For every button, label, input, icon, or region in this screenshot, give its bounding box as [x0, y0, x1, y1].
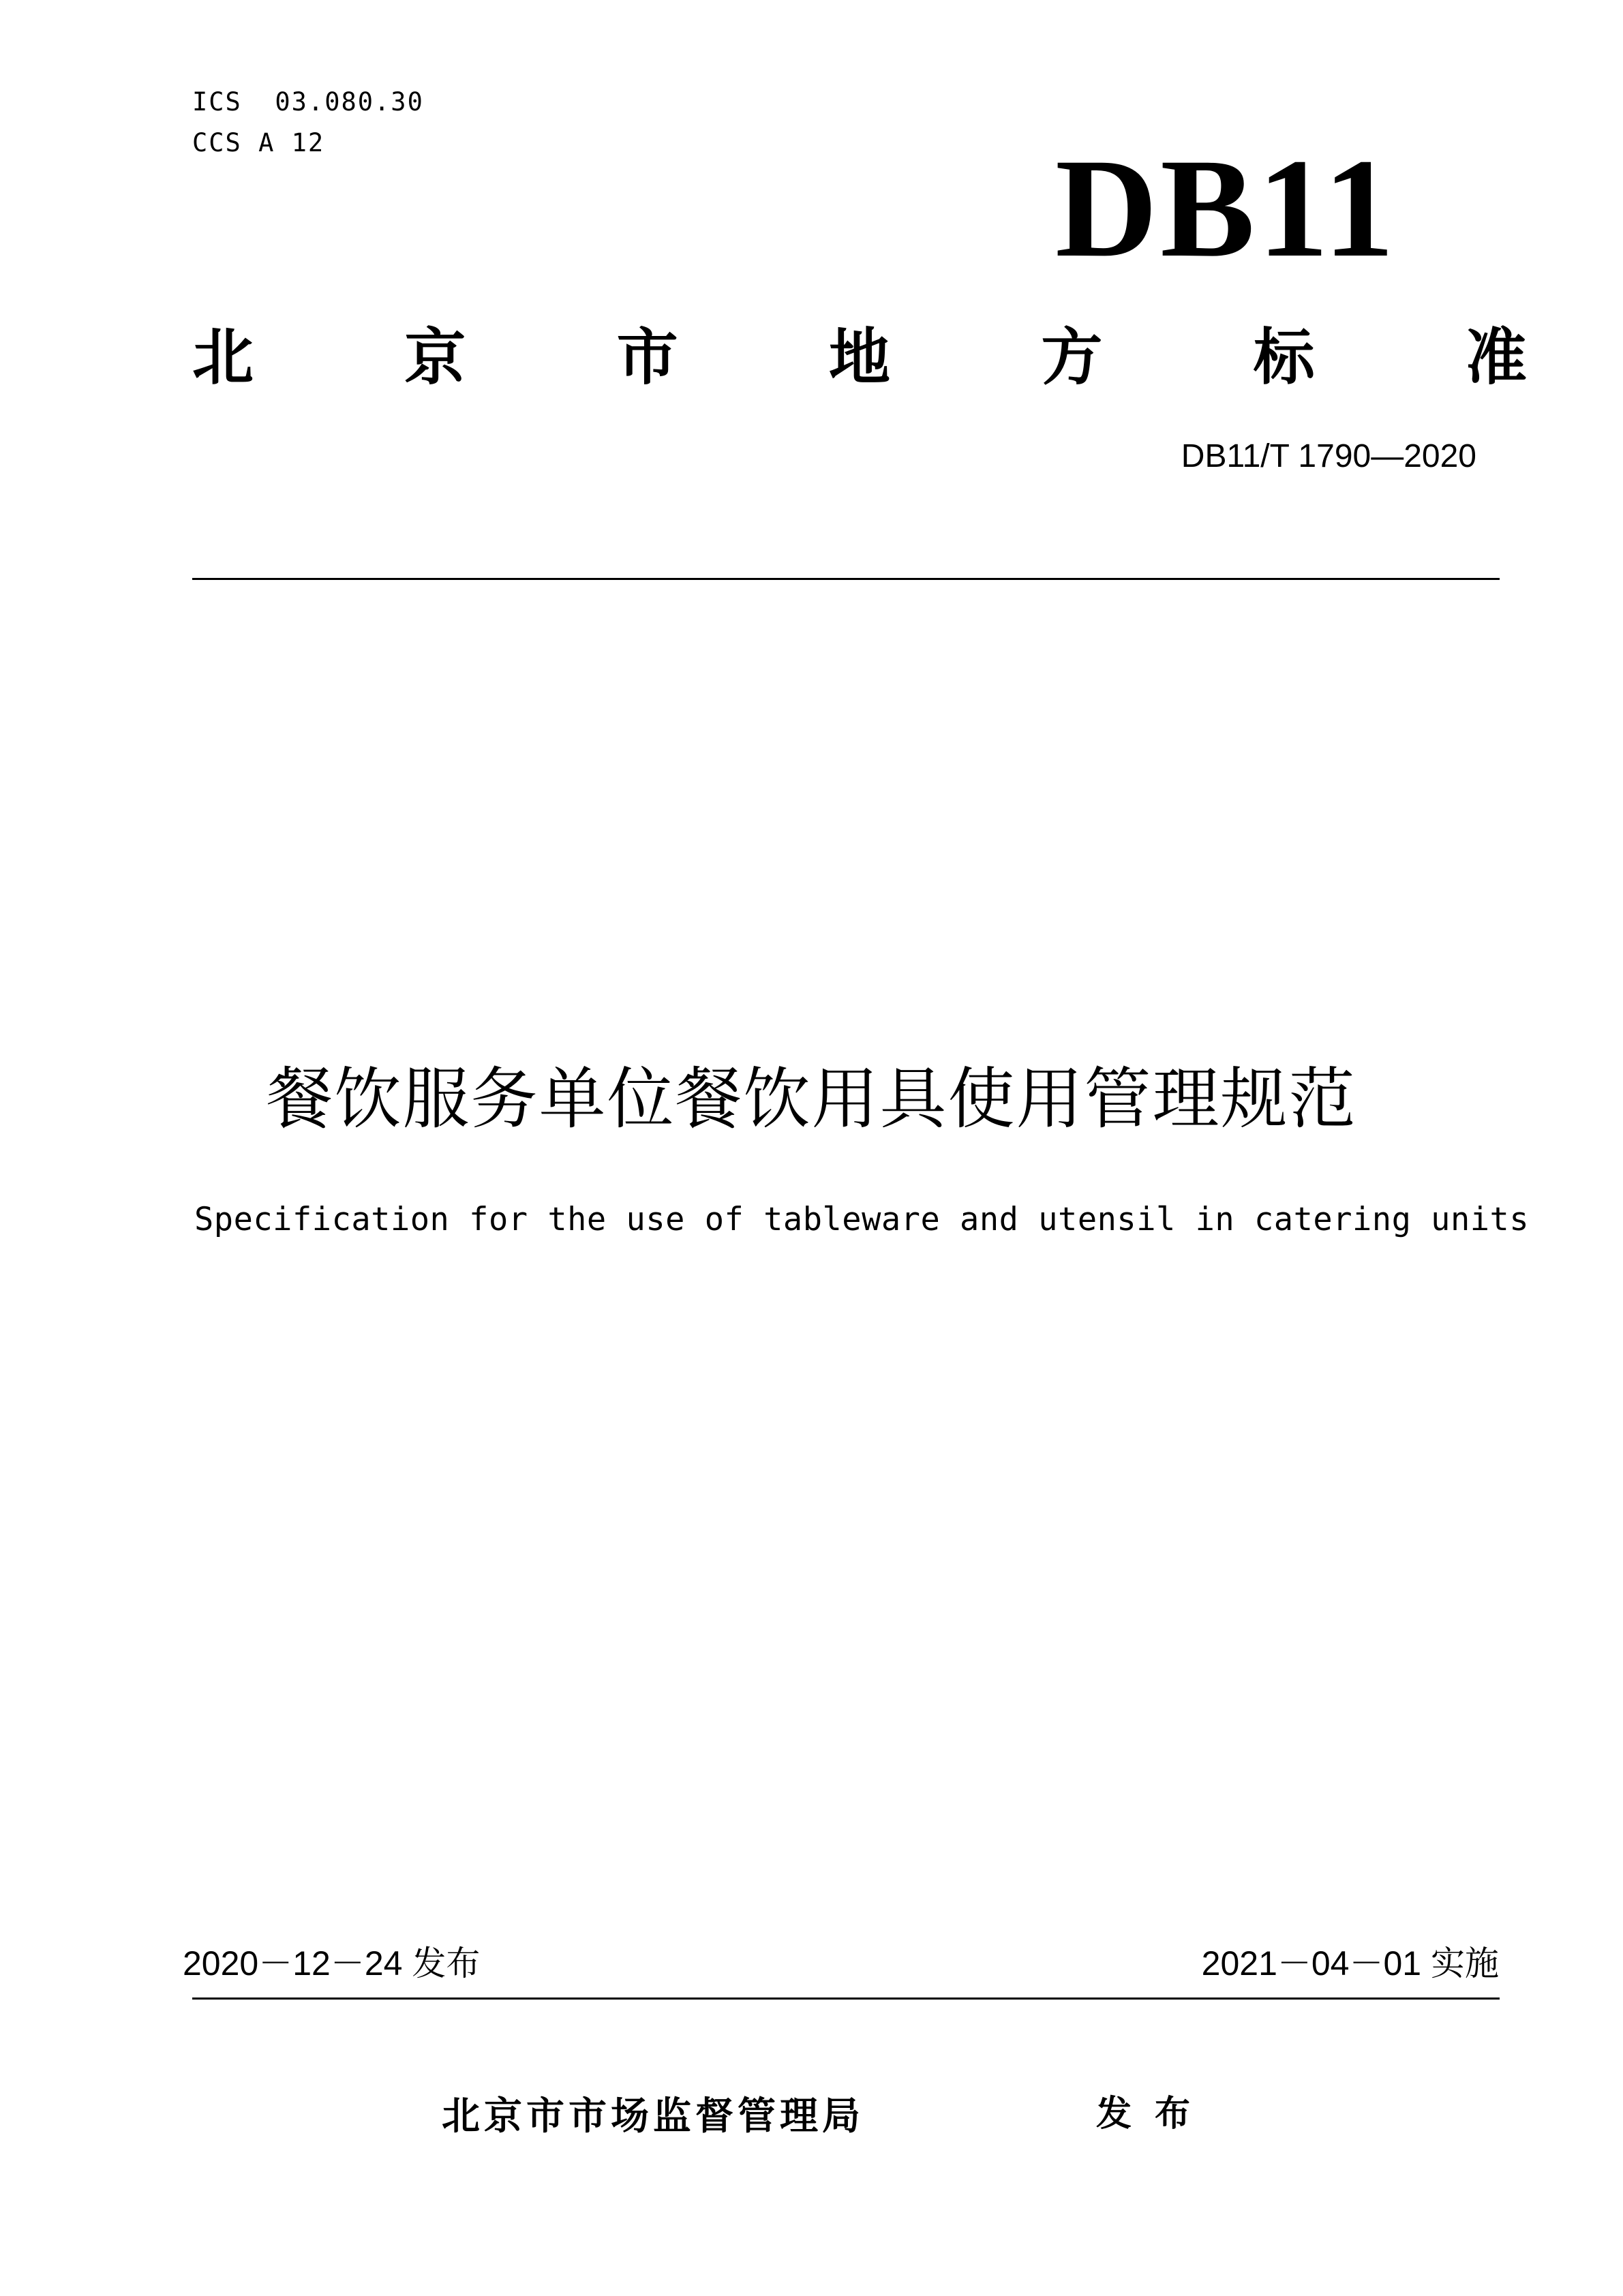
standard-type-char: 方 — [1041, 322, 1103, 393]
classification-codes — [192, 82, 424, 164]
standard-type-heading — [192, 320, 1527, 395]
ics-code: ICS 03.080.30 — [192, 87, 424, 117]
standard-type-char: 市 — [616, 322, 678, 393]
standard-type-char: 标 — [1253, 322, 1315, 393]
standard-type-char: 北 — [192, 322, 254, 393]
document-title-english: Specification for the use of tableware and utensil in catering units — [194, 1201, 1530, 1238]
publisher-name: 北京市市场监督管理局 — [442, 2094, 864, 2139]
standard-type-char: 准 — [1465, 322, 1527, 393]
header-divider — [192, 578, 1500, 580]
publisher-action: 发布 — [1096, 2094, 1214, 2134]
standard-type-char: 京 — [404, 322, 466, 393]
standard-type-char: 地 — [828, 322, 890, 393]
db11-logo: DB11 — [1055, 129, 1397, 286]
document-title-chinese: 餐饮服务单位餐饮用具使用管理规范 — [266, 1060, 1357, 1138]
standard-number: DB11/T 1790—2020 — [1181, 438, 1476, 474]
ccs-code: CCS A 12 — [192, 128, 325, 157]
implementation-date: 2021－04－01 实施 — [1201, 1944, 1499, 1983]
publish-date: 2020－12－24 发布 — [183, 1944, 481, 1983]
footer-divider — [192, 1997, 1500, 2000]
